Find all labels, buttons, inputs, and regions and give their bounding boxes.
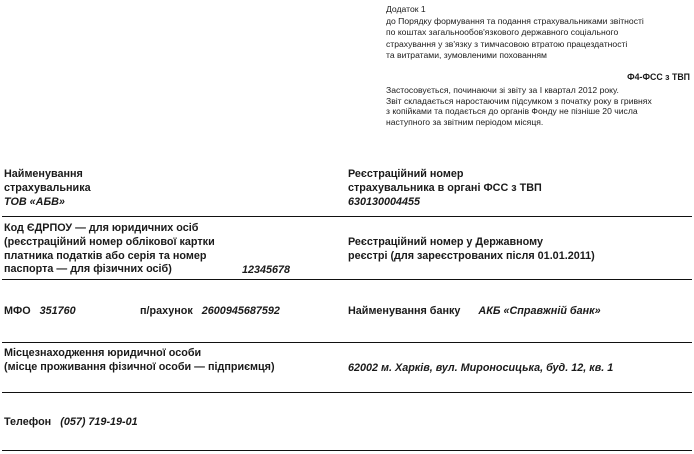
fss-registration-value: 630130004455 (348, 195, 421, 208)
divider (2, 342, 692, 343)
divider (2, 392, 692, 393)
phone-field (4, 416, 138, 430)
location-label: (місце проживання фізичної особи — підприємця) (4, 360, 275, 373)
bank-name-value: АКБ «Справжній банк» (478, 305, 601, 317)
applicability-line: з копійками та подається до органів Фонду не пізніше 20 числа (386, 106, 638, 116)
state-registry-label: Реєстраційний номер у Державному (348, 236, 543, 248)
bank-name-label: Найменування банку (348, 305, 461, 317)
fss-registration-field (348, 168, 542, 209)
phone-value: (057) 719-19-01 (60, 416, 138, 428)
mfo-label: МФО (4, 305, 31, 317)
annex-line: Додаток 1 (386, 4, 426, 14)
form-code: Ф4-ФСС з ТВП (627, 72, 690, 82)
applicability-note (386, 85, 691, 127)
mfo-field (4, 305, 76, 319)
account-label: п/рахунок (140, 305, 193, 317)
location-label: Місцезнаходження юридичної особи (4, 347, 202, 359)
state-registry-field (348, 236, 595, 264)
insurer-label: Найменування (4, 168, 83, 180)
account-value: 2600945687592 (201, 305, 280, 317)
annex-line: та витратами, зумовленими похованням (386, 50, 547, 60)
edrpou-label: Код ЄДРПОУ — для юридичних осіб (4, 222, 199, 234)
insurer-field (4, 168, 91, 209)
state-registry-label: реєстрі (для зареєстрованих після 01.01.2011) (348, 249, 595, 262)
fss-registration-label: Реєстраційний номер (348, 168, 464, 180)
annex-reference (386, 4, 686, 62)
insurer-value: ТОВ «АБВ» (4, 195, 65, 208)
divider (2, 450, 692, 451)
account-field (140, 305, 280, 319)
divider (2, 279, 692, 280)
edrpou-value: 12345678 (242, 264, 291, 276)
bank-name-field (348, 305, 601, 319)
location-value: 62002 м. Харків, вул. Мироносицька, буд. 12, кв. 1 (348, 362, 614, 374)
applicability-line: Застосовується, починаючи зі звіту за I квартал 2012 року. (386, 85, 619, 95)
divider (2, 216, 692, 217)
edrpou-label: паспорта — для фізичних осіб) (4, 263, 172, 276)
edrpou-label: платника податків або серія та номер (4, 249, 207, 262)
location-field (4, 347, 275, 375)
edrpou-field (4, 222, 215, 277)
phone-label: Телефон (4, 416, 52, 428)
annex-line: до Порядку формування та подання страхувальниками звітності (386, 15, 644, 26)
fss-registration-label: страхувальника в органі ФСС з ТВП (348, 181, 542, 194)
mfo-value: 351760 (39, 305, 76, 317)
applicability-line: Звіт складається наростаючим підсумком з початку року в гривнях (386, 95, 652, 106)
insurer-label: страхувальника (4, 181, 91, 194)
annex-line: страхування у зв'язку з тимчасовою втратою працездатності (386, 38, 628, 49)
applicability-line: наступного за звітним періодом місяця. (386, 116, 544, 127)
annex-line: по коштах загальнообов'язкового державного соціального (386, 27, 619, 37)
edrpou-label: (реєстраційний номер облікової картки (4, 235, 215, 248)
